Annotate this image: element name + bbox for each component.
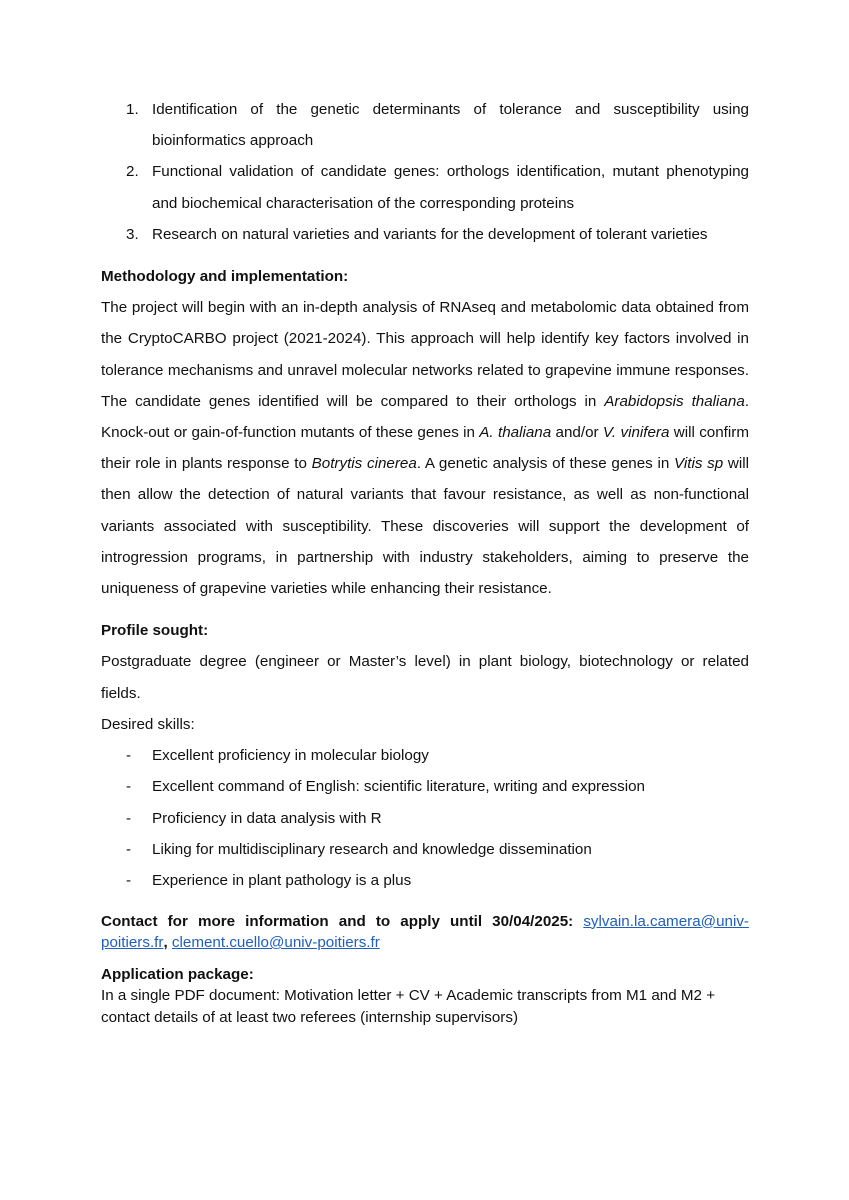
methodology-paragraph: The project will begin with an in-depth analysis of RNAseq and metabolomic data obtained from the CryptoCARBO project (2021-2024). This approach will help identify key factors involved in tolerance mechanisms and unravel molecular networks related to grapevine immune responses. The candidate genes identified will be compared to their orthologs in Arabidopsis thaliana. Knock-out or gain-of-function mutants of these genes in A. thaliana and/or V. vinifera will confirm their role in plants response to Botrytis cinerea. A genetic analysis of these genes in Vitis sp will then allow the detection of natural variants that favour resistance, as well as non-functional variants associated with susceptibility. These discoveries will support the development of introgression programs, in partnership with industry stakeholders, aiming to preserve the uniqueness of grapevine varieties while enhancing their resistance. bbox=[101, 299, 750, 598]
list-text: Functional validation of candidate genes: orthologs identification, mutant phenotyping and biochemical characterisation of the corresponding proteins bbox=[152, 163, 749, 212]
contact-label: Contact for more information and to apply until 30/04/2025: bbox=[101, 912, 584, 930]
objectives-list bbox=[101, 94, 749, 250]
skill-text: Excellent proficiency in molecular biology bbox=[152, 747, 429, 765]
contact-line: Contact for more information and to apply until 30/04/2025: sylvain.la.camera@univ-poitiers.fr, clement.cuello@univ-poitiers.fr bbox=[101, 912, 749, 952]
list-number: 1. bbox=[126, 101, 139, 118]
email-link-2[interactable]: clement.cuello@univ-poitiers.fr bbox=[171, 934, 380, 952]
bullet-dash: - bbox=[126, 840, 132, 858]
profile-heading: Profile sought: bbox=[101, 622, 209, 640]
list-item bbox=[101, 156, 749, 218]
species-name: Botrytis cinerea bbox=[311, 455, 417, 473]
list-item bbox=[101, 94, 749, 156]
methodology-heading: Methodology and implementation: bbox=[101, 268, 349, 286]
profile-degree: Postgraduate degree (engineer or Master’s level) in plant biology, biotechnology or related fields. bbox=[101, 653, 749, 702]
document-page bbox=[101, 94, 749, 1028]
bullet-dash: - bbox=[126, 872, 132, 890]
species-name: Arabidopsis thaliana bbox=[604, 392, 745, 410]
application-heading: Application package: bbox=[101, 965, 254, 983]
bullet-dash: - bbox=[126, 747, 132, 765]
list-item bbox=[101, 219, 749, 250]
skill-text: Experience in plant pathology is a plus bbox=[152, 872, 412, 890]
list-item bbox=[101, 771, 749, 802]
email-link-1[interactable]: sylvain.la.camera@univ-poitiers.fr bbox=[101, 912, 749, 952]
species-name: V. vinifera bbox=[602, 424, 670, 442]
bullet-dash: - bbox=[126, 809, 132, 827]
species-name: A. thaliana bbox=[479, 424, 552, 442]
species-name: Vitis sp bbox=[674, 455, 724, 473]
list-number: 3. bbox=[126, 225, 139, 243]
skill-text: Proficiency in data analysis with R bbox=[152, 809, 382, 827]
skills-list bbox=[101, 740, 749, 896]
bullet-dash: - bbox=[126, 778, 132, 796]
list-number: 2. bbox=[126, 163, 139, 181]
list-item bbox=[101, 740, 749, 771]
list-item bbox=[101, 803, 749, 834]
list-item bbox=[101, 865, 749, 896]
list-text: Identification of the genetic determinants of tolerance and susceptibility using bioinformatics approach bbox=[152, 101, 749, 150]
skill-text: Liking for multidisciplinary research and knowledge dissemination bbox=[152, 840, 592, 858]
list-text: Research on natural varieties and variants for the development of tolerant varieties bbox=[152, 225, 708, 243]
application-text: In a single PDF document: Motivation letter + CV + Academic transcripts from M1 and M2 + contact details of at least two referees (internship supervisors) bbox=[101, 987, 716, 1026]
skill-text: Excellent command of English: scientific literature, writing and expression bbox=[152, 778, 645, 796]
skills-label: Desired skills: bbox=[101, 715, 195, 733]
list-item bbox=[101, 834, 749, 865]
